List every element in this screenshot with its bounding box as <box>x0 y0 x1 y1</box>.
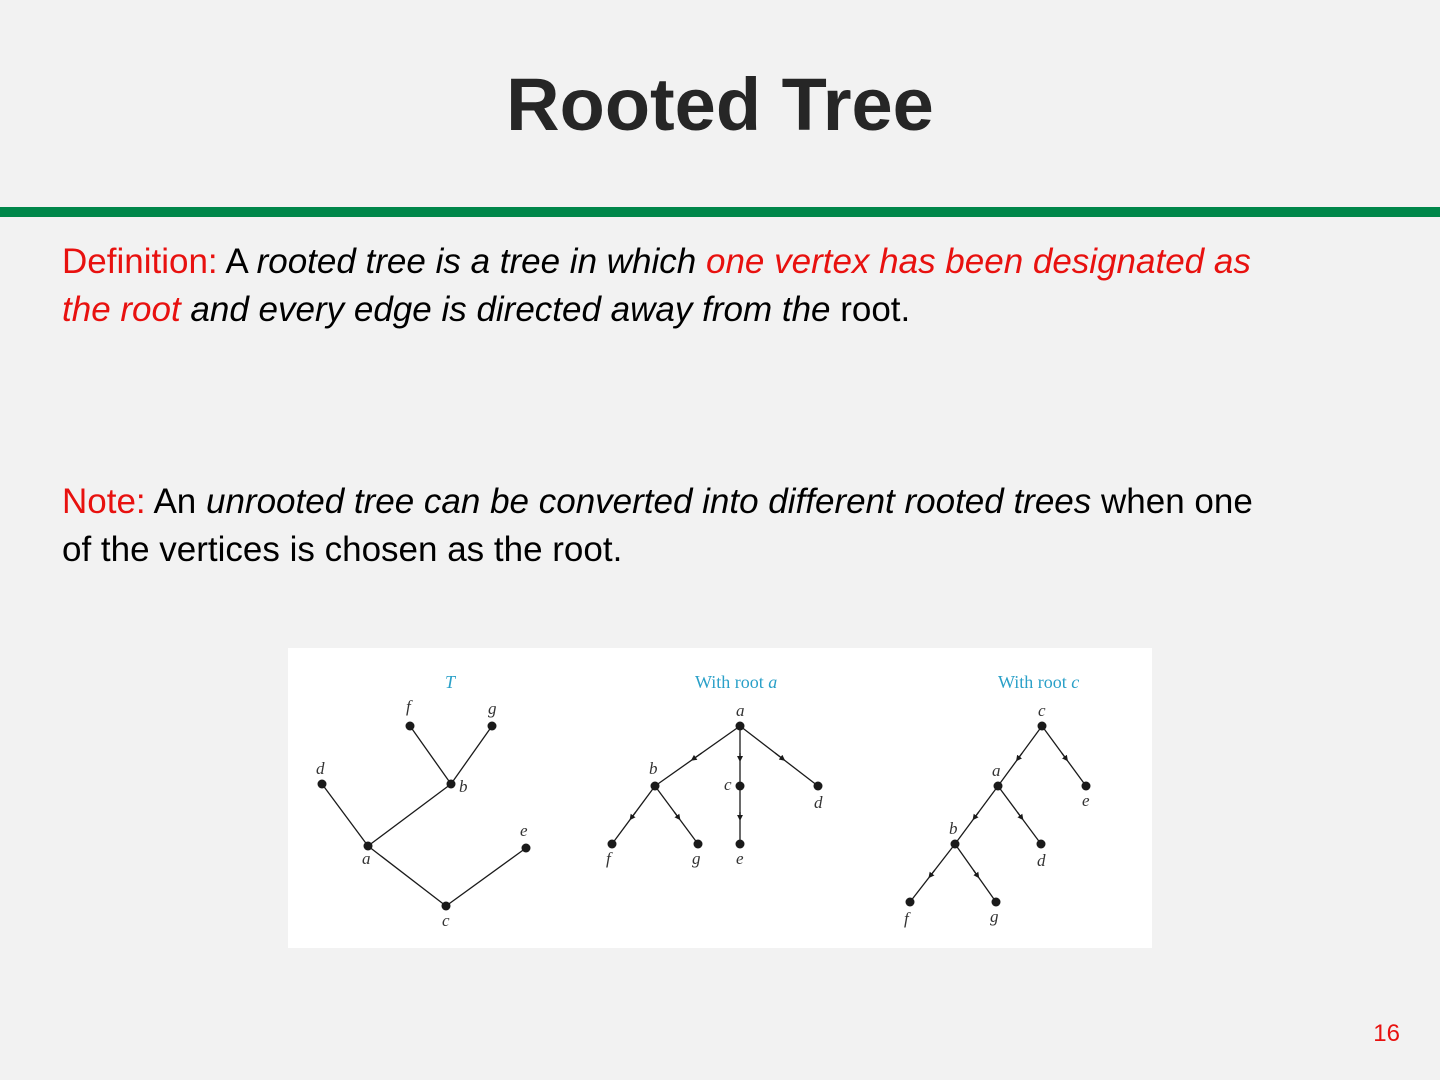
vertex-b <box>651 782 660 791</box>
definition-root-term: root <box>120 290 181 329</box>
vertex-label-c: c <box>1038 701 1046 720</box>
vertex-label-d: d <box>316 759 325 778</box>
caption-root-a-prefix: With root <box>695 672 769 692</box>
note-text-1: An <box>145 482 206 521</box>
caption-T: T <box>445 672 456 692</box>
vertex-label-b: b <box>459 777 468 796</box>
slide-title: Rooted Tree <box>506 63 934 146</box>
vertex-b <box>447 780 456 789</box>
vertex-a <box>994 782 1003 791</box>
edge-e-c <box>446 848 526 906</box>
vertex-label-d: d <box>1037 851 1046 870</box>
arrow-b-f <box>631 812 635 818</box>
caption-root-a-var: a <box>768 672 778 692</box>
vertex-label-g: g <box>990 907 999 926</box>
vertex-label-f: f <box>904 909 909 928</box>
caption-root-c-var: c <box>1071 672 1080 692</box>
edge-g-b <box>451 726 492 784</box>
vertex-b <box>951 840 960 849</box>
note-text-2: unrooted tree can be converted into different rooted trees <box>205 482 1092 521</box>
vertex-label-a: a <box>362 849 371 868</box>
arrow-b-g <box>973 870 977 876</box>
vertex-a <box>736 722 745 731</box>
vertex-label-c: c <box>724 775 732 794</box>
tree-diagram <box>288 648 1152 948</box>
definition-text-3: one vertex has been designated as the <box>62 242 1251 329</box>
vertex-label-a: a <box>736 701 745 720</box>
vertex-label-g: g <box>692 849 701 868</box>
vertex-d <box>318 780 327 789</box>
vertex-label-f: f <box>606 849 611 868</box>
vertex-f <box>608 840 617 849</box>
vertex-label-f: f <box>406 697 411 716</box>
note-text-3: when one of the vertices is chosen as the root. <box>62 482 1253 569</box>
vertex-c <box>1038 722 1047 731</box>
edge-b-a <box>368 784 451 846</box>
edge-d-a <box>322 784 368 846</box>
definition-text-2: rooted tree is a tree in which <box>256 242 706 281</box>
arrow-a-b <box>693 753 702 759</box>
vertex-label-e: e <box>1082 791 1090 810</box>
vertex-label-b: b <box>949 819 958 838</box>
vertex-label-e: e <box>736 849 744 868</box>
edge-f-b <box>410 726 451 784</box>
caption-root-c <box>998 672 1079 692</box>
definition-text-6: root. <box>830 290 911 329</box>
note-label: Note: <box>62 482 146 521</box>
arrow-b-f <box>930 870 935 876</box>
vertex-label-c: c <box>442 911 450 930</box>
definition-label: Definition: <box>62 242 218 281</box>
vertex-g <box>488 722 497 731</box>
vertex-label-b: b <box>649 759 658 778</box>
vertex-g <box>694 840 703 849</box>
definition-paragraph <box>62 238 1282 334</box>
arrow-a-b <box>974 812 978 818</box>
vertex-label-g: g <box>488 699 497 718</box>
vertex-e <box>522 844 531 853</box>
caption-root-c-prefix: With root <box>998 672 1072 692</box>
arrow-c-e <box>1062 753 1066 759</box>
vertex-c <box>736 782 745 791</box>
vertex-f <box>406 722 415 731</box>
tree-T <box>316 697 531 930</box>
arrow-a-d <box>1017 812 1021 818</box>
edge-a-c <box>368 846 446 906</box>
arrow-b-g <box>674 812 678 818</box>
arrow-a-d <box>775 753 783 759</box>
vertex-c <box>442 902 451 911</box>
vertex-label-d: d <box>814 793 823 812</box>
vertex-f <box>906 898 915 907</box>
tree-figure <box>288 648 1152 948</box>
vertex-label-e: e <box>520 821 528 840</box>
vertex-label-a: a <box>992 761 1001 780</box>
page-number: 16 <box>1373 1020 1400 1047</box>
caption-root-a <box>695 672 777 692</box>
note-paragraph <box>62 478 1282 574</box>
vertex-e <box>1082 782 1091 791</box>
vertex-g <box>992 898 1001 907</box>
title-divider <box>0 207 1440 217</box>
vertex-d <box>1037 840 1046 849</box>
arrow-c-a <box>1018 753 1022 759</box>
definition-text-1: A <box>217 242 257 281</box>
tree-root-a <box>606 701 823 868</box>
vertex-e <box>736 840 745 849</box>
definition-text-5: and every edge is directed away from the <box>180 290 831 329</box>
vertex-d <box>814 782 823 791</box>
tree-root-c <box>904 701 1091 928</box>
